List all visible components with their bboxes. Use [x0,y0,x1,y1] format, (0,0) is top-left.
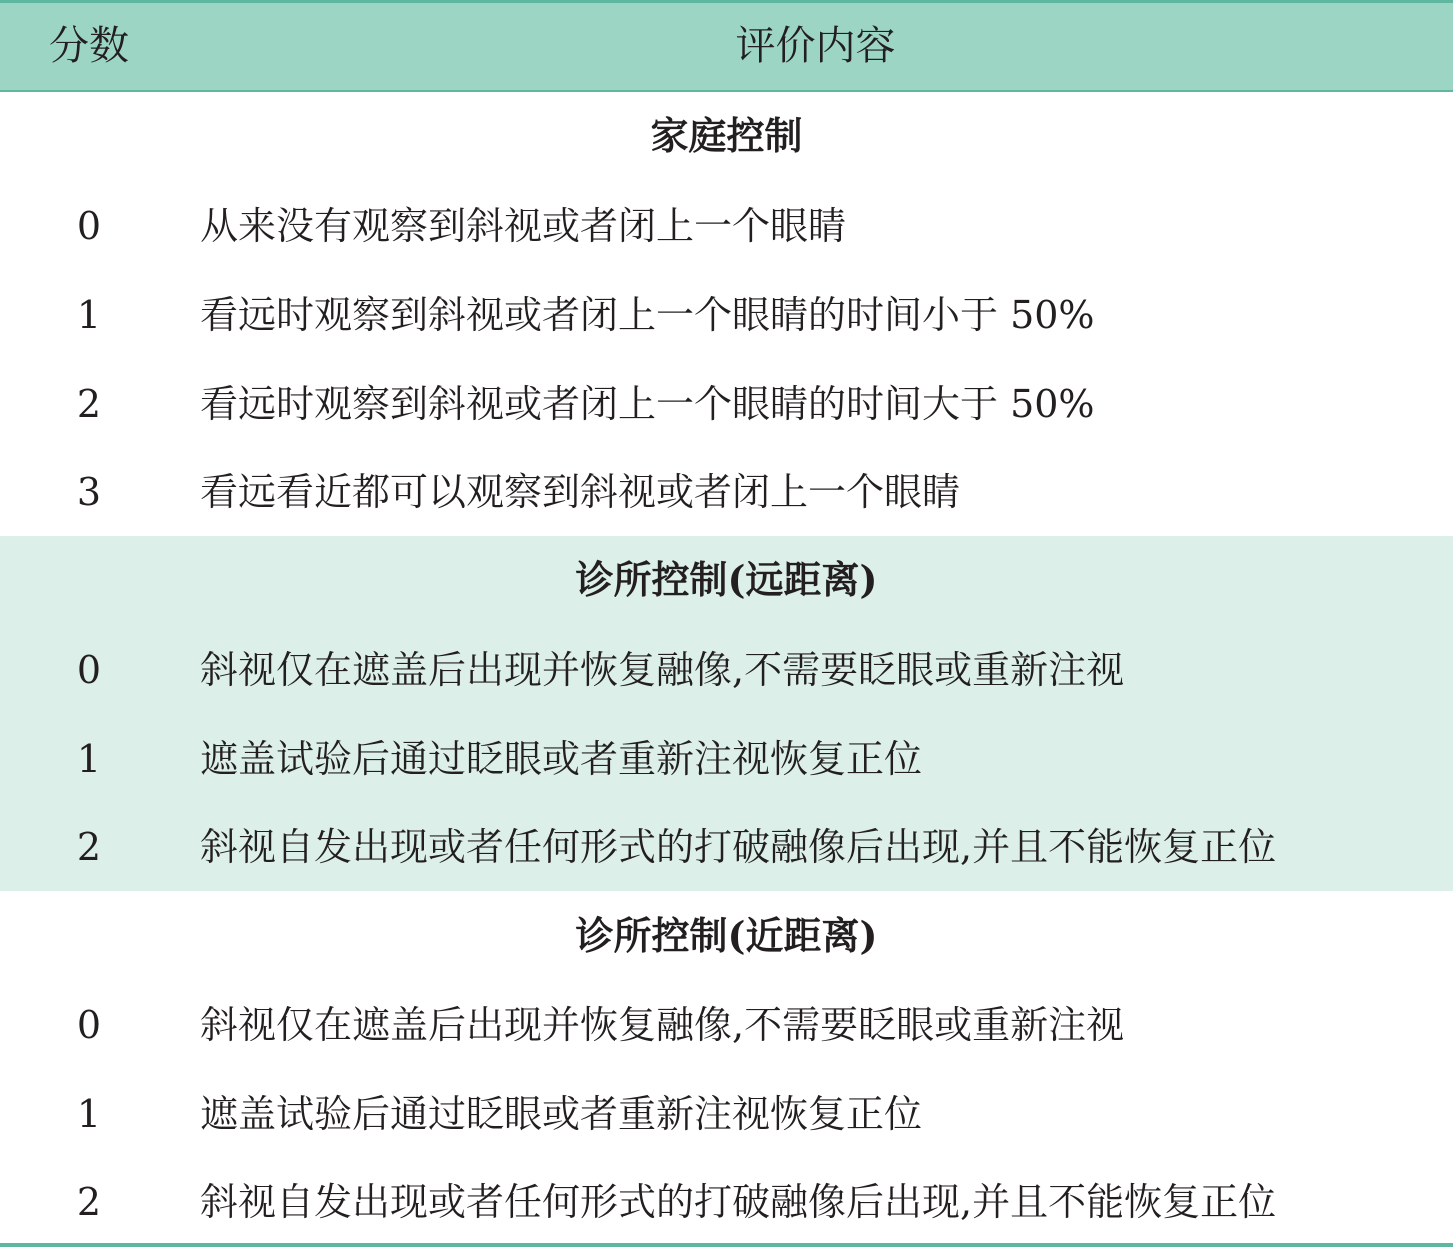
section-title-clinic-near: 诊所控制(近距离) [575,913,878,958]
table-row [0,803,1453,891]
row-text: 看远时观察到斜视或者闭上一个眼睛的时间小于 50% [200,293,1095,337]
row-text: 遮盖试验后通过眨眼或者重新注视恢复正位 [200,737,923,781]
header-content: 评价内容 [735,23,896,69]
row-score: 0 [76,1003,102,1047]
row-score: 1 [76,293,102,337]
row-score: 2 [76,382,102,426]
section-title-clinic-distance: 诊所控制(远距离) [575,557,878,602]
row-text: 斜视仅在遮盖后出现并恢复融像,不需要眨眼或重新注视 [200,1003,1125,1047]
table-row [0,360,1453,448]
table-row [0,626,1453,714]
row-score: 3 [76,470,102,514]
table-row [0,1158,1453,1246]
row-text: 斜视自发出现或者任何形式的打破融像后出现,并且不能恢复正位 [200,825,1277,869]
section-title-home: 家庭控制 [650,113,803,158]
row-score: 0 [76,648,102,692]
row-score: 1 [76,737,102,781]
table-row [0,448,1453,536]
table-row [0,182,1453,270]
table-row [0,271,1453,359]
row-text: 斜视自发出现或者任何形式的打破融像后出现,并且不能恢复正位 [200,1180,1277,1224]
row-text: 斜视仅在遮盖后出现并恢复融像,不需要眨眼或重新注视 [200,648,1125,692]
table-row [0,1070,1453,1158]
row-score: 2 [76,825,102,869]
row-text: 看远看近都可以观察到斜视或者闭上一个眼睛 [200,470,961,514]
row-score: 1 [76,1092,102,1136]
header-score: 分数 [49,23,129,69]
row-score: 0 [76,204,102,248]
row-text: 看远时观察到斜视或者闭上一个眼睛的时间大于 50% [200,382,1095,426]
row-text: 从来没有观察到斜视或者闭上一个眼睛 [200,204,847,248]
table-row [0,715,1453,803]
row-score: 2 [76,1180,102,1224]
row-text: 遮盖试验后通过眨眼或者重新注视恢复正位 [200,1092,923,1136]
table-row [0,981,1453,1069]
bottom-rule [0,1243,1453,1247]
